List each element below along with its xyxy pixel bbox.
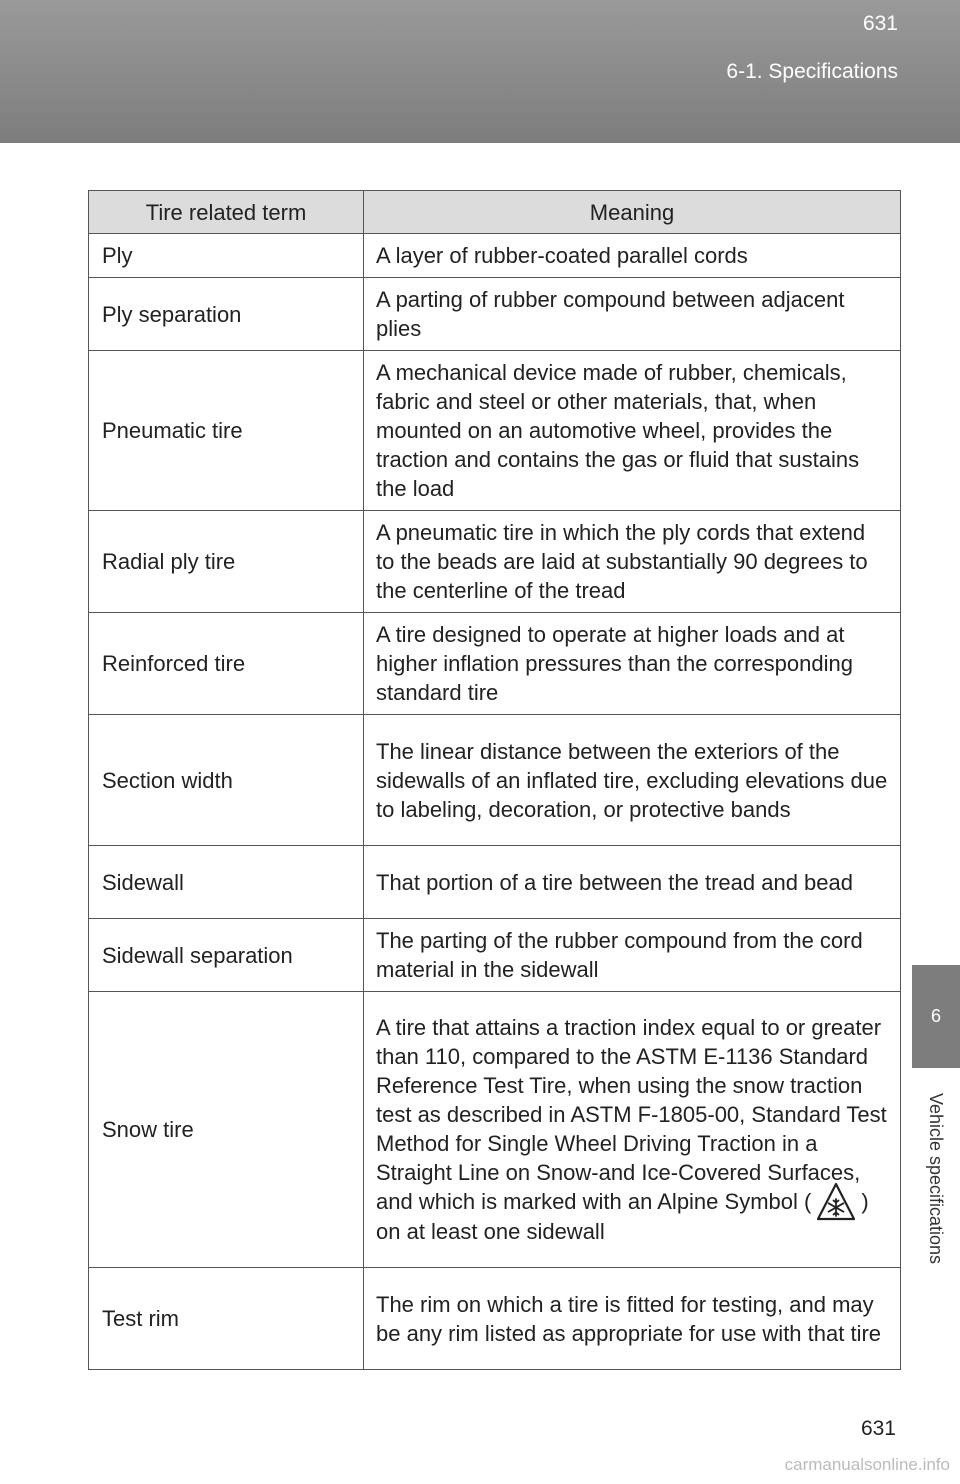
chapter-tab[interactable] — [912, 965, 960, 1068]
table-header-row — [89, 191, 901, 234]
table-row — [89, 1268, 901, 1370]
meaning-cell — [364, 992, 901, 1268]
table-row — [89, 715, 901, 846]
table-row — [89, 351, 901, 511]
meaning-cell: A layer of rubber-coated parallel cords — [364, 234, 901, 278]
tire-terms-table — [88, 190, 901, 1370]
table-row — [89, 992, 901, 1268]
chapter-number: 6 — [930, 1006, 941, 1026]
table-row — [89, 278, 901, 351]
term-cell: Sidewall — [89, 846, 364, 919]
meaning-cell: A parting of rubber compound between adjacent plies — [364, 278, 901, 351]
meaning-cell: A pneumatic tire in which the ply cords that extend to the beads are laid at substantially 90 degrees to the centerline of the tread — [364, 511, 901, 613]
header-page-number: 631 — [862, 12, 898, 35]
column-header-meaning: Meaning — [364, 191, 901, 234]
alpine-snowflake-icon — [815, 1181, 857, 1223]
table-row — [89, 511, 901, 613]
meaning-cell: A mechanical device made of rubber, chemicals, fabric and steel or other materials, that, when mounted on an automotive wheel, provides the traction and contains the gas or fluid that sustains the load — [364, 351, 901, 511]
meaning-cell: The rim on which a tire is fitted for testing, and may be any rim listed as appropriate for use with that tire — [364, 1268, 901, 1370]
term-cell: Radial ply tire — [89, 511, 364, 613]
term-cell: Sidewall separation — [89, 919, 364, 992]
table-row — [89, 919, 901, 992]
term-cell: Reinforced tire — [89, 613, 364, 715]
table-row — [89, 234, 901, 278]
term-cell: Ply separation — [89, 278, 364, 351]
term-cell: Ply — [89, 234, 364, 278]
term-cell: Section width — [89, 715, 364, 846]
footer-page-number: 631 — [860, 1417, 896, 1440]
meaning-text-after: ) on at least one sidewall — [376, 1188, 869, 1245]
meaning-cell: The linear distance between the exteriors of the sidewalls of an inflated tire, excluding elevations due to labeling, decoration, or protective bands — [364, 715, 901, 846]
watermark: carmanualsonline.info — [784, 1455, 950, 1474]
meaning-cell: A tire designed to operate at higher loads and at higher inflation pressures than the corresponding standard tire — [364, 613, 901, 715]
meaning-text-before: A tire that attains a traction index equal to or greater than 110, compared to the ASTM E-1136 Standard Reference Test Tire, when using the snow traction test as described in ASTM F-1805-00, Standard Test Method for Single Wheel Driving Traction in a Straight Line on Snow-and Ice-Covered Surfaces, and which is marked with an Alpine Symbol ( — [376, 1014, 887, 1214]
table-row — [89, 846, 901, 919]
section-title: 6-1. Specifications — [726, 60, 898, 83]
chapter-side-label — [912, 1068, 960, 1288]
meaning-cell: That portion of a tire between the tread and bead — [364, 846, 901, 919]
meaning-cell: The parting of the rubber compound from the cord material in the sidewall — [364, 919, 901, 992]
term-cell: Test rim — [89, 1268, 364, 1370]
chapter-label: Vehicle specifications — [926, 1092, 947, 1264]
page-header — [0, 0, 960, 143]
column-header-term: Tire related term — [89, 191, 364, 234]
term-cell: Snow tire — [89, 992, 364, 1268]
term-cell: Pneumatic tire — [89, 351, 364, 511]
table-row — [89, 613, 901, 715]
